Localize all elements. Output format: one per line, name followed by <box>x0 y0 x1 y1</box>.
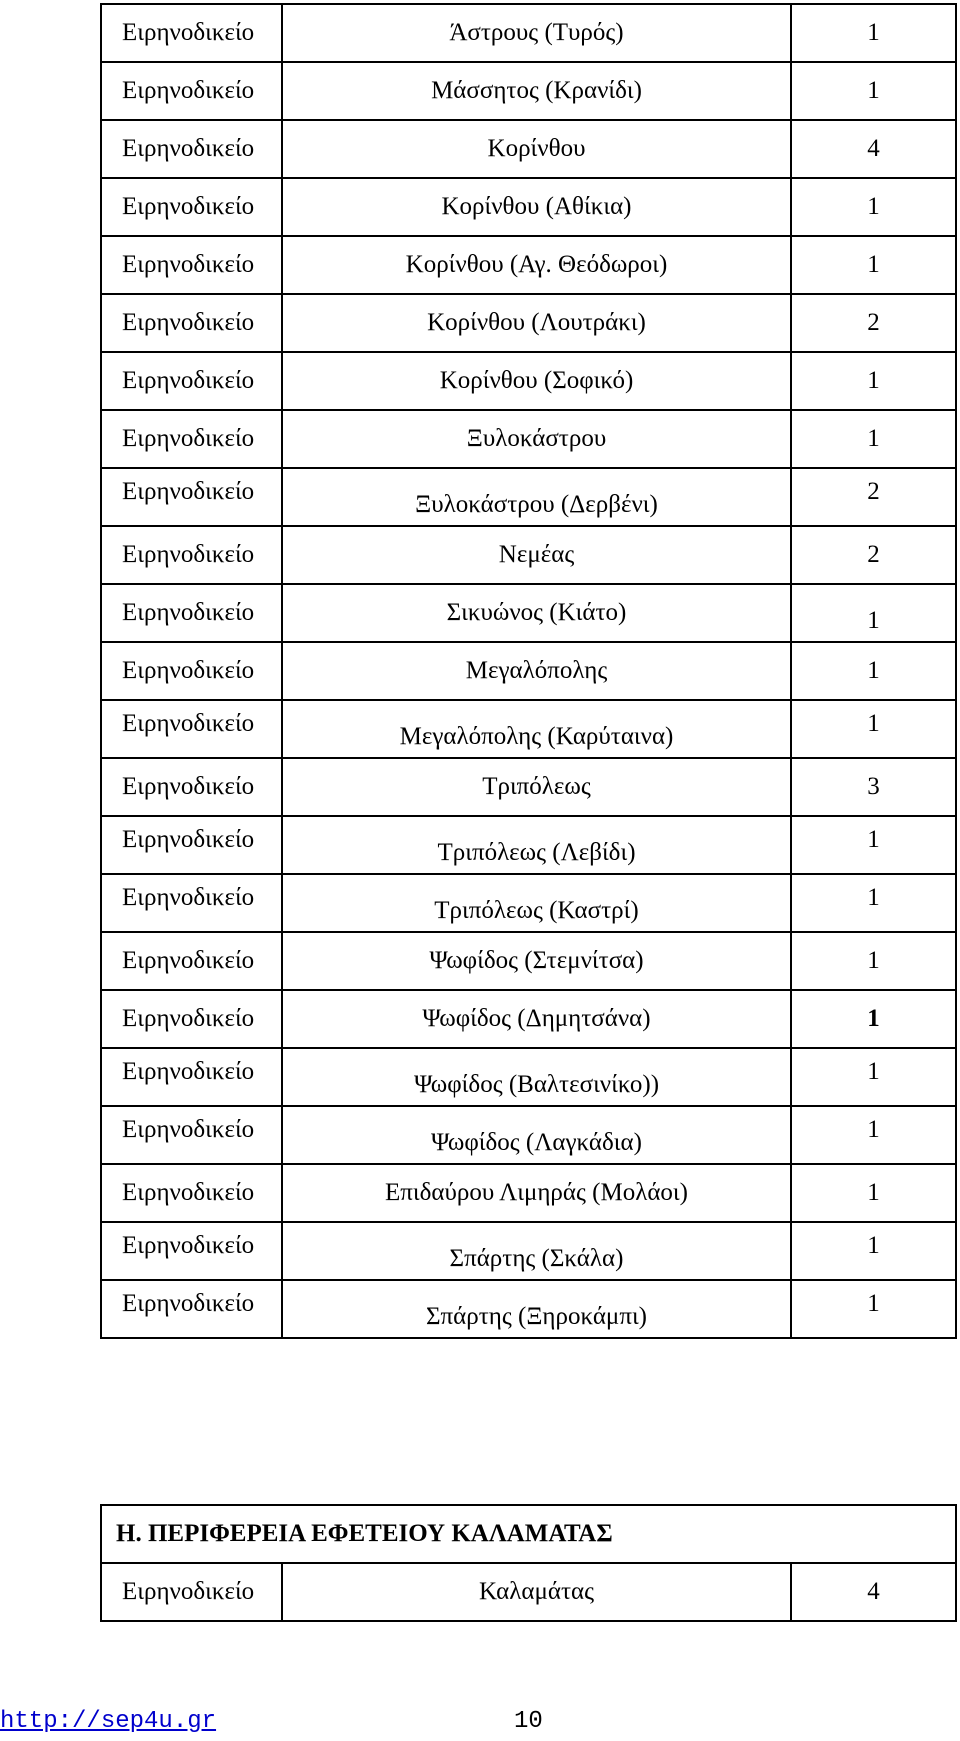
court-type-cell: Ειρηνοδικείο <box>101 236 282 294</box>
table-row <box>101 352 956 410</box>
court-count-cell: 1 <box>791 62 956 120</box>
footer-link[interactable]: http://sep4u.gr <box>0 1708 217 1735</box>
court-type-cell: Ειρηνοδικείο <box>101 62 282 120</box>
court-count-cell: 1 <box>791 1222 956 1280</box>
court-location-cell: Μάσσητος (Κρανίδι) <box>282 62 791 120</box>
court-count-cell: 1 <box>791 1280 956 1338</box>
court-location-cell: Επιδαύρου Λιμηράς (Μολάοι) <box>282 1164 791 1222</box>
court-type-cell: Ειρηνοδικείο <box>101 352 282 410</box>
court-type-cell: Ειρηνοδικείο <box>101 1048 282 1106</box>
court-location-cell: Καλαμάτας <box>282 1563 791 1621</box>
court-count-cell: 4 <box>791 1563 956 1621</box>
table-row <box>101 584 956 642</box>
table-row <box>101 236 956 294</box>
section-header-row <box>101 1505 956 1563</box>
court-type-cell: Ειρηνοδικείο <box>101 584 282 642</box>
court-type-cell: Ειρηνοδικείο <box>101 874 282 932</box>
court-location-cell: Ψωφίδος (Βαλτεσινίκο)) <box>282 1048 791 1106</box>
court-type-cell: Ειρηνοδικείο <box>101 816 282 874</box>
court-location-cell: Κορίνθου (Λουτράκι) <box>282 294 791 352</box>
court-location-cell: Ξυλοκάστρου <box>282 410 791 468</box>
court-count-cell: 1 <box>791 410 956 468</box>
court-type-cell: Ειρηνοδικείο <box>101 468 282 526</box>
court-location-cell: Κορίνθου (Σοφικό) <box>282 352 791 410</box>
court-type-cell: Ειρηνοδικείο <box>101 932 282 990</box>
court-count-cell: 2 <box>791 294 956 352</box>
court-location-cell: Ξυλοκάστρου (Δερβένι) <box>282 468 791 526</box>
table-row <box>101 990 956 1048</box>
court-count-cell: 1 <box>791 1106 956 1164</box>
court-type-cell: Ειρηνοδικείο <box>101 178 282 236</box>
court-type-cell: Ειρηνοδικείο <box>101 1164 282 1222</box>
page-number: 10 <box>514 1708 543 1735</box>
court-location-cell: Μεγαλόπολης (Καρύταινα) <box>282 700 791 758</box>
courts-table-body <box>101 4 956 1338</box>
table-row <box>101 758 956 816</box>
court-type-cell: Ειρηνοδικείο <box>101 120 282 178</box>
court-location-cell: Τριπόλεως (Λεβίδι) <box>282 816 791 874</box>
court-count-cell: 2 <box>791 468 956 526</box>
court-type-cell: Ειρηνοδικείο <box>101 526 282 584</box>
court-location-cell: Νεμέας <box>282 526 791 584</box>
court-type-cell: Ειρηνοδικείο <box>101 1106 282 1164</box>
court-type-cell: Ειρηνοδικείο <box>101 700 282 758</box>
court-location-cell: Σπάρτης (Σκάλα) <box>282 1222 791 1280</box>
table-row <box>101 1222 956 1280</box>
court-count-cell: 1 <box>791 642 956 700</box>
courts-table <box>100 3 957 1339</box>
table-row <box>101 62 956 120</box>
court-count-cell: 2 <box>791 526 956 584</box>
court-location-cell: Κορίνθου (Αγ. Θεόδωροι) <box>282 236 791 294</box>
table-row <box>101 1164 956 1222</box>
table-row <box>101 1106 956 1164</box>
table-row <box>101 468 956 526</box>
court-location-cell: Κορίνθου (Αθίκια) <box>282 178 791 236</box>
court-location-cell: Μεγαλόπολης <box>282 642 791 700</box>
court-count-cell: 1 <box>791 1164 956 1222</box>
court-location-cell: Ψωφίδος (Δημητσάνα) <box>282 990 791 1048</box>
court-type-cell: Ειρηνοδικείο <box>101 294 282 352</box>
table-row <box>101 642 956 700</box>
table-row <box>101 1280 956 1338</box>
table-row <box>101 294 956 352</box>
court-count-cell: 1 <box>791 874 956 932</box>
table-row <box>101 700 956 758</box>
table-row <box>101 932 956 990</box>
table-row <box>101 120 956 178</box>
court-count-cell: 1 <box>791 816 956 874</box>
court-count-cell: 4 <box>791 120 956 178</box>
section-title: Η. ΠΕΡΙΦΕΡΕΙΑ ΕΦΕΤΕΙΟΥ ΚΑΛΑΜΑΤΑΣ <box>101 1505 956 1563</box>
court-count-cell: 1 <box>791 584 956 642</box>
table-row <box>101 1563 956 1621</box>
court-type-cell: Ειρηνοδικείο <box>101 410 282 468</box>
court-count-cell: 1 <box>791 178 956 236</box>
table-row <box>101 874 956 932</box>
court-location-cell: Τριπόλεως <box>282 758 791 816</box>
table-row <box>101 410 956 468</box>
court-location-cell: Τριπόλεως (Καστρί) <box>282 874 791 932</box>
court-count-cell: 1 <box>791 700 956 758</box>
court-location-cell: Σπάρτης (Ξηροκάμπι) <box>282 1280 791 1338</box>
court-count-cell: 1 <box>791 932 956 990</box>
court-type-cell: Ειρηνοδικείο <box>101 1280 282 1338</box>
court-type-cell: Ειρηνοδικείο <box>101 990 282 1048</box>
court-type-cell: Ειρηνοδικείο <box>101 642 282 700</box>
court-count-cell: 1 <box>791 236 956 294</box>
court-type-cell: Ειρηνοδικείο <box>101 1222 282 1280</box>
court-location-cell: Σικυώνος (Κιάτο) <box>282 584 791 642</box>
court-type-cell: Ειρηνοδικείο <box>101 4 282 62</box>
kalamata-section-table <box>100 1504 957 1622</box>
court-location-cell: Κορίνθου <box>282 120 791 178</box>
court-location-cell: Ψωφίδος (Λαγκάδια) <box>282 1106 791 1164</box>
court-count-cell: 1 <box>791 990 956 1048</box>
table-row <box>101 4 956 62</box>
court-location-cell: Ψωφίδος (Στεμνίτσα) <box>282 932 791 990</box>
table-row <box>101 816 956 874</box>
court-count-cell: 1 <box>791 4 956 62</box>
table-row <box>101 1048 956 1106</box>
court-type-cell: Ειρηνοδικείο <box>101 1563 282 1621</box>
table-row <box>101 178 956 236</box>
kalamata-section-body <box>101 1505 956 1621</box>
table-row <box>101 526 956 584</box>
court-location-cell: Άστρους (Τυρός) <box>282 4 791 62</box>
court-type-cell: Ειρηνοδικείο <box>101 758 282 816</box>
court-count-cell: 1 <box>791 1048 956 1106</box>
court-count-cell: 1 <box>791 352 956 410</box>
court-count-cell: 3 <box>791 758 956 816</box>
